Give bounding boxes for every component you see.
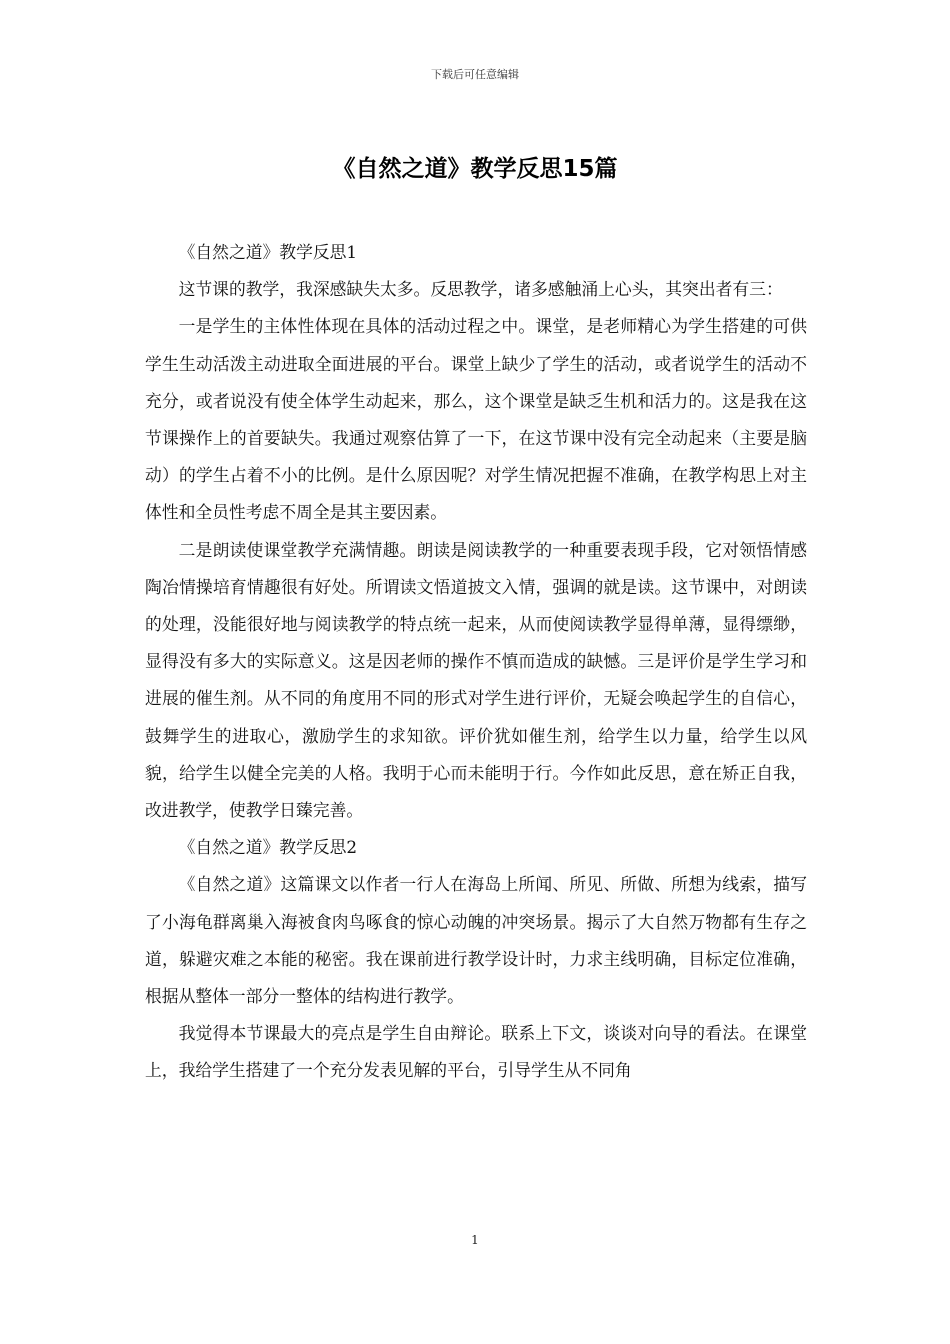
body-paragraph: 这节课的教学，我深感缺失太多。反思教学，诸多感触涌上心头，其突出者有三： — [178, 279, 783, 300]
document-title: 《自然之道》教学反思15篇 — [332, 156, 618, 182]
body-paragraph: 二是朗读使课堂教学充满情趣。朗读是阅读教学的一种重要表现手段，它对领悟情感陶冶情操培育情趣很有好处。所谓读文悟道披文入情，强调的就是读。这节课中，对朗读的处理，没能很好地与阅读教学的特点统一起来，从而使阅读教学显得单薄，显得缥缈，显得没有多大的实际意义。这是因老师的操作不慎而造成的缺憾。三是评价是学生学习和进展的催生剂。从不同的角度用不同的形式对学生进行评价，无疑会唤起学生的自信心，鼓舞学生的进取心，激励学生的求知欲。评价犹如催生剂，给学生以力量，给学生以风貌，给学生以健全完美的人格。我明于心而未能明于行。今作如此反思，意在矫正自我，改进教学，使教学日臻完善。 — [145, 539, 807, 821]
section-heading-1: 《自然之道》教学反思1 — [178, 242, 358, 262]
section-heading-2: 《自然之道》教学反思2 — [178, 837, 358, 858]
body-paragraph: 一是学生的主体性体现在具体的活动过程之中。课堂，是老师精心为学生搭建的可供学生生动活泼主动进取全面进展的平台。课堂上缺少了学生的活动，或者说学生的活动不充分，或者说没有使全体学生动起来，那么，这个课堂是缺乏生机和活力的。这是我在这节课操作上的首要缺失。我通过观察估算了一下，在这节课中没有完全动起来（主要是脑动）的学生占着不小的比例。是什么原因呢？对学生情况把握不准确，在教学构思上对主体性和全员性考虑不周全是其主要因素。 — [145, 316, 807, 523]
body-paragraph: 《自然之道》这篇课文以作者一行人在海岛上所闻、所见、所做、所想为线索，描写了小海龟群离巢入海被食肉鸟啄食的惊心动魄的冲突场景。揭示了大自然万物都有生存之道，躲避灾难之本能的秘密。我在课前进行教学设计时，力求主线明确，目标定位准确，根据从整体一部分一整体的结构进行教学。 — [145, 874, 807, 1007]
document-body — [145, 234, 807, 1090]
page-number: 1 — [471, 1233, 479, 1247]
body-paragraph: 我觉得本节课最大的亮点是学生自由辩论。联系上下文，谈谈对向导的看法。在课堂上，我给学生搭建了一个充分发表见解的平台，引导学生从不同角 — [145, 1023, 807, 1081]
header-note: 下载后可任意编辑 — [431, 68, 519, 81]
